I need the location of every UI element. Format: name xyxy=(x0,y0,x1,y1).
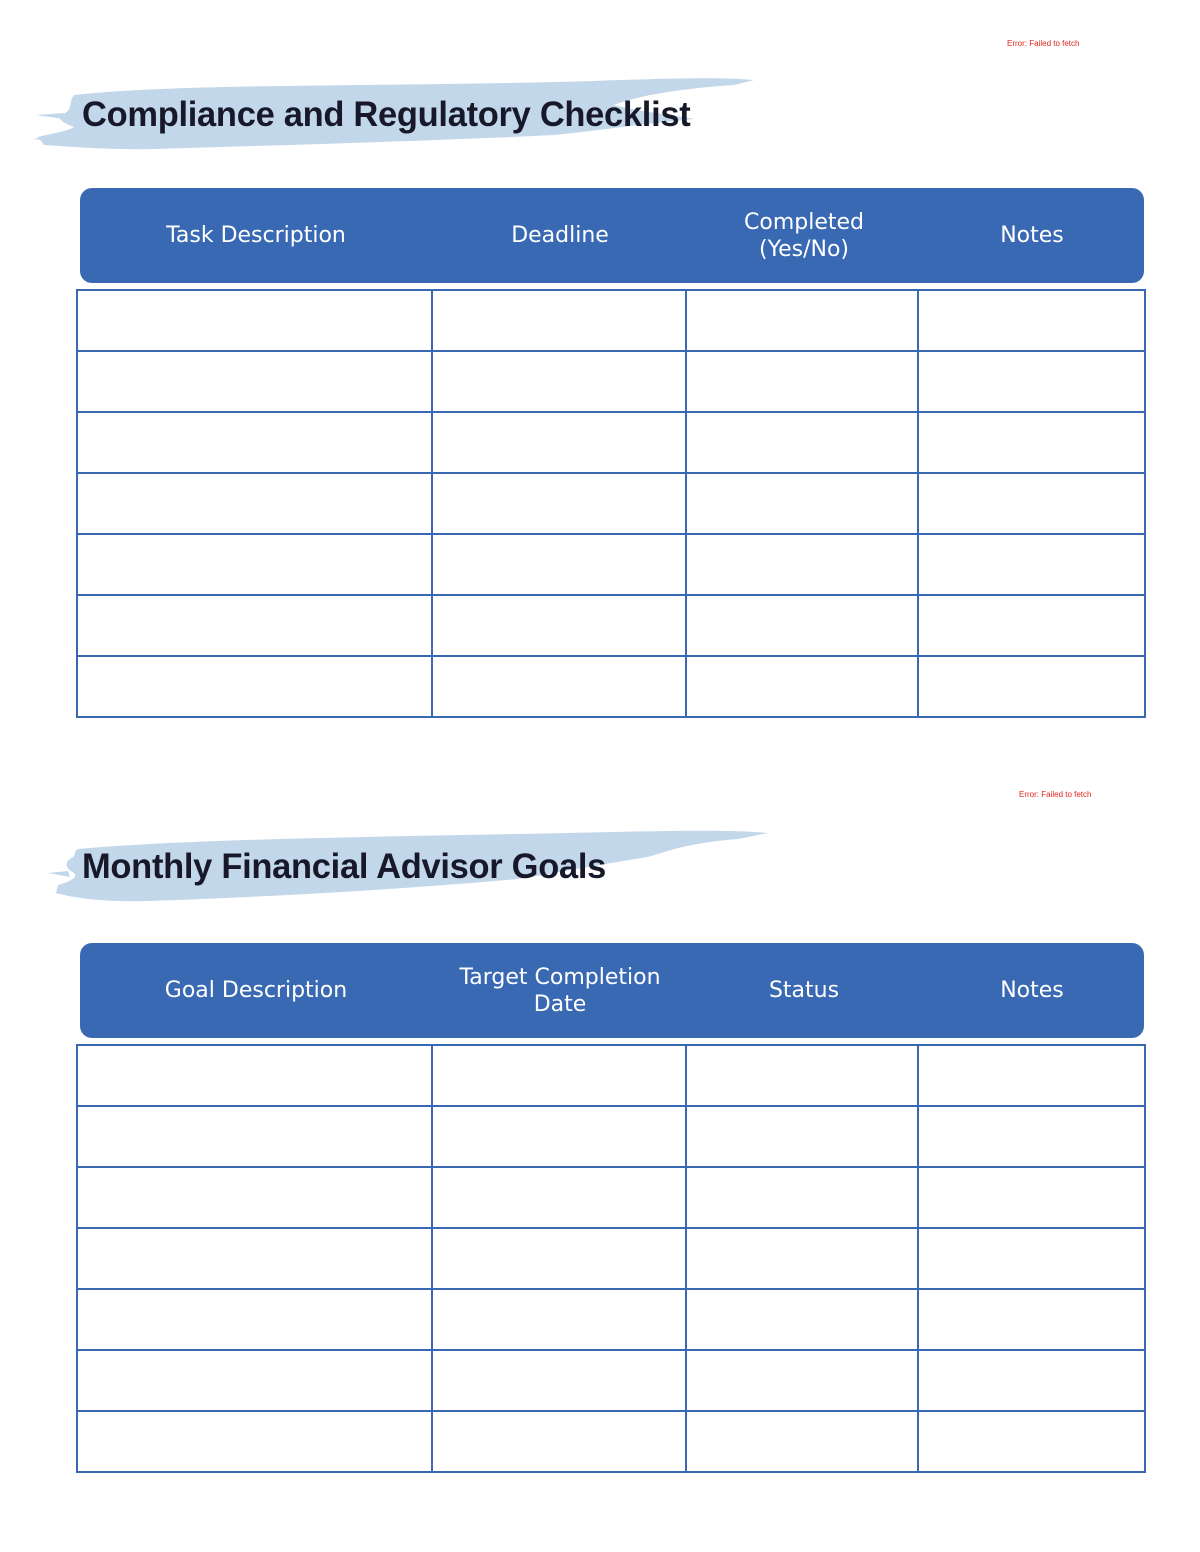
table-cell[interactable] xyxy=(432,412,686,473)
table-cell[interactable] xyxy=(77,1228,432,1289)
checklist-table xyxy=(76,289,1146,718)
table-cell[interactable] xyxy=(686,1106,918,1167)
table-cell[interactable] xyxy=(432,1411,686,1472)
table-cell[interactable] xyxy=(918,595,1145,656)
table-cell[interactable] xyxy=(432,473,686,534)
table-cell[interactable] xyxy=(77,412,432,473)
column-header: Target Completion Date xyxy=(459,964,661,1017)
table-cell[interactable] xyxy=(918,656,1145,717)
table-cell[interactable] xyxy=(686,534,918,595)
table-cell[interactable] xyxy=(432,1106,686,1167)
column-header: Status xyxy=(768,978,840,1003)
table-cell[interactable] xyxy=(686,1045,918,1106)
table-cell[interactable] xyxy=(686,1411,918,1472)
table-cell[interactable] xyxy=(686,1350,918,1411)
table-row xyxy=(77,656,1145,717)
table-cell[interactable] xyxy=(686,1228,918,1289)
table-row xyxy=(77,351,1145,412)
table-cell[interactable] xyxy=(918,473,1145,534)
table-cell[interactable] xyxy=(77,1411,432,1472)
error-message: Error: Failed to fetch xyxy=(1007,39,1080,48)
table-cell[interactable] xyxy=(686,290,918,351)
table-header xyxy=(80,943,1144,1038)
table-cell[interactable] xyxy=(918,1289,1145,1350)
table-row xyxy=(77,534,1145,595)
column-header: Completed (Yes/No) xyxy=(744,209,864,262)
table-row xyxy=(77,1228,1145,1289)
table-cell[interactable] xyxy=(432,1167,686,1228)
table-cell[interactable] xyxy=(918,1411,1145,1472)
table-row xyxy=(77,1350,1145,1411)
table-cell[interactable] xyxy=(918,1228,1145,1289)
section-title: Monthly Financial Advisor Goals xyxy=(82,847,607,886)
table-cell[interactable] xyxy=(918,1350,1145,1411)
table-row xyxy=(77,290,1145,351)
table-cell[interactable] xyxy=(77,1289,432,1350)
table-row xyxy=(77,1167,1145,1228)
table-cell[interactable] xyxy=(432,595,686,656)
table-cell[interactable] xyxy=(77,595,432,656)
table-cell[interactable] xyxy=(918,1106,1145,1167)
table-cell[interactable] xyxy=(77,473,432,534)
column-header: Task Description xyxy=(166,223,346,248)
table-cell[interactable] xyxy=(77,351,432,412)
table-cell[interactable] xyxy=(918,351,1145,412)
table-cell[interactable] xyxy=(77,1350,432,1411)
table-cell[interactable] xyxy=(918,1167,1145,1228)
goals-table xyxy=(76,1044,1146,1473)
table-row xyxy=(77,1289,1145,1350)
table-cell[interactable] xyxy=(686,1167,918,1228)
error-message: Error: Failed to fetch xyxy=(1019,790,1092,799)
column-header: Deadline xyxy=(511,223,609,248)
table-cell[interactable] xyxy=(686,412,918,473)
column-header: Goal Description xyxy=(164,978,348,1003)
table-row xyxy=(77,595,1145,656)
column-header: Notes xyxy=(1000,223,1064,248)
column-header: Notes xyxy=(1000,978,1064,1003)
table-cell[interactable] xyxy=(77,290,432,351)
table-cell[interactable] xyxy=(77,1045,432,1106)
table-cell[interactable] xyxy=(432,1289,686,1350)
table-cell[interactable] xyxy=(686,1289,918,1350)
table-cell[interactable] xyxy=(918,290,1145,351)
table-cell[interactable] xyxy=(686,351,918,412)
table-body xyxy=(77,290,1145,717)
table-cell[interactable] xyxy=(77,1167,432,1228)
table-cell[interactable] xyxy=(686,473,918,534)
table-cell[interactable] xyxy=(432,290,686,351)
table-row xyxy=(77,473,1145,534)
table-cell[interactable] xyxy=(686,595,918,656)
table-row xyxy=(77,1411,1145,1472)
table-cell[interactable] xyxy=(432,1228,686,1289)
table-cell[interactable] xyxy=(432,656,686,717)
table-cell[interactable] xyxy=(918,412,1145,473)
table-row xyxy=(77,1106,1145,1167)
table-body xyxy=(77,1045,1145,1472)
table-cell[interactable] xyxy=(432,534,686,595)
table-cell[interactable] xyxy=(77,656,432,717)
table-cell[interactable] xyxy=(432,1350,686,1411)
table-cell[interactable] xyxy=(432,351,686,412)
table-row xyxy=(77,1045,1145,1106)
table-cell[interactable] xyxy=(432,1045,686,1106)
table-cell[interactable] xyxy=(918,534,1145,595)
section-title: Compliance and Regulatory Checklist xyxy=(82,95,691,134)
table-cell[interactable] xyxy=(686,656,918,717)
table-header xyxy=(80,188,1144,283)
table-cell[interactable] xyxy=(918,1045,1145,1106)
table-cell[interactable] xyxy=(77,534,432,595)
table-cell[interactable] xyxy=(77,1106,432,1167)
table-row xyxy=(77,412,1145,473)
